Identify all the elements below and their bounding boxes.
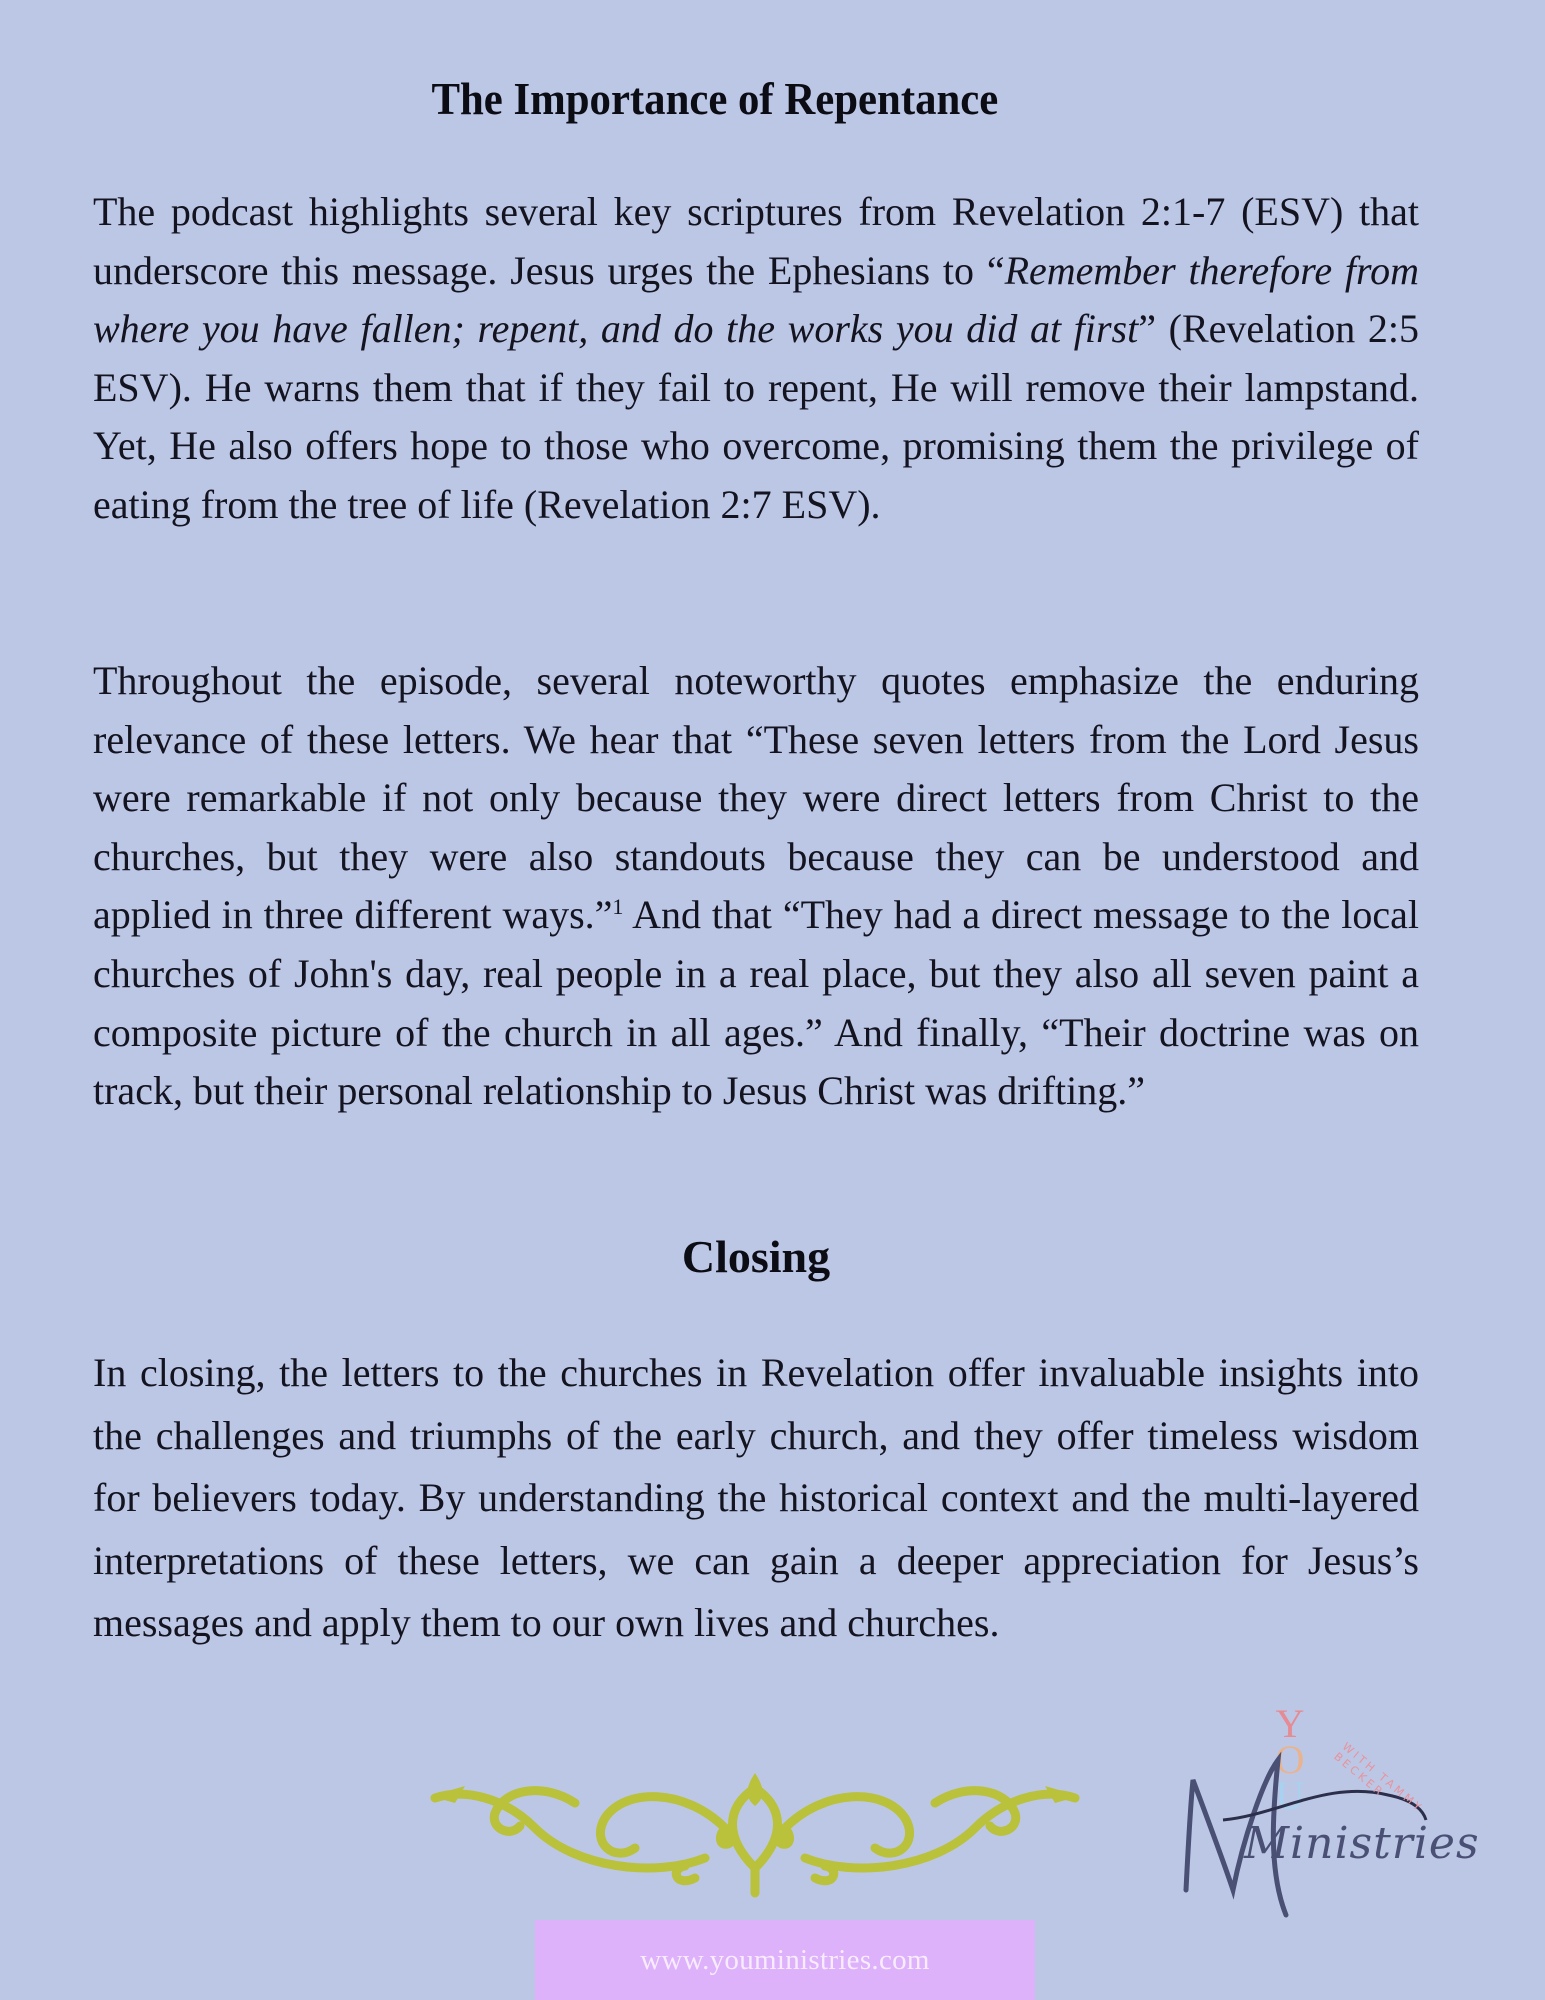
- paragraph-text: ” (Revelation 2:5 ESV). He warns them that if they fail to repent, He will remove their lampstand. Yet, He also offers hope to those who overcome, promising them the privilege of eating from the tree of life (Revelation 2:7 ESV).: [93, 306, 1420, 527]
- paragraph-closing: In closing, the letters to the churches in Revelation offer invaluable insights into the challenges and triumphs of the early church, and they offer timeless wisdom for believers today. By understanding the historical context and the multi-layered interpretations of these letters, we can gain a deeper appreciation for Jesus’s messages and apply them to our own lives and churches.: [93, 1350, 1419, 1645]
- website-banner[interactable]: [535, 1920, 1035, 2000]
- logo-letter-u: U: [1275, 1773, 1305, 1818]
- paragraph-scriptures: [93, 183, 1419, 535]
- paragraph-text: The podcast highlights several key scriptures from Revelation 2:1-7 (ESV) that underscore this message. Jesus urges the Ephesians to “: [93, 189, 1419, 293]
- logo-tagline: WITH TAMMY BECKER: [1331, 1740, 1426, 1816]
- logo-letter-y: Y: [1275, 1701, 1305, 1746]
- paragraph-text: Throughout the episode, several noteworthy quotes emphasize the enduring relevance of these letters. We hear that “These seven letters from the Lord Jesus were remarkable if not only because they were direct letters from Christ to the churches, but they were also standouts because they can be understood and applied in three different ways.”: [93, 658, 1419, 938]
- section-title-repentance: The Importance of Repentance: [431, 73, 999, 124]
- website-link[interactable]: www.youministries.com: [640, 1943, 930, 1976]
- you-ministries-logo: [1168, 1700, 1480, 1930]
- scripture-quote: Remember therefore from where you have fallen; repent, and do the works you did at first: [93, 247, 1419, 352]
- logo-wordmark: Ministries: [1244, 1818, 1480, 1869]
- flourish-ornament-icon: [425, 1768, 1085, 1898]
- footnote-marker[interactable]: 1: [612, 894, 624, 920]
- logo-letter-o: O: [1275, 1737, 1305, 1782]
- paragraph-text: And that “They had a direct message to the local churches of John's day, real people in a real place, but they also all seven paint a composite picture of the church in all ages.” And finally, “Their doctrine was on track, but their personal relationship to Jesus Christ was drifting.”: [93, 892, 1419, 1114]
- paragraph-quotes: [93, 652, 1419, 1121]
- section-title-closing: Closing: [681, 1231, 831, 1282]
